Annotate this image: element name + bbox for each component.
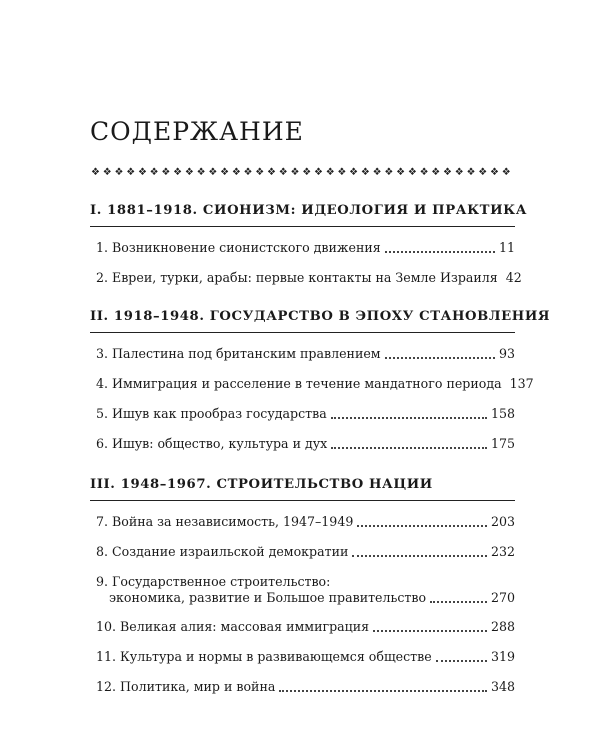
ornament-glyph-icon: ❖	[443, 167, 452, 178]
ornament-glyph-icon: ❖	[360, 167, 370, 178]
ornament-glyph-icon: ❖	[384, 167, 394, 178]
ornament-glyph-icon: ❖	[290, 167, 300, 178]
entry-title: 10. Великая алия: массовая иммиграция	[96, 619, 370, 634]
ornament-glyph-icon: ❖	[337, 167, 347, 178]
ornament-glyph-icon: ❖	[137, 167, 147, 178]
page-title: СОДЕРЖАНИЕ	[90, 117, 304, 146]
dot-leader	[373, 630, 487, 632]
page-number: 42	[505, 270, 522, 285]
ornament-glyph-icon: ❖	[407, 167, 417, 178]
entry-title: 11. Культура и нормы в развивающемся обществе	[96, 649, 432, 664]
page-number: 158	[490, 406, 515, 421]
dot-leader	[436, 660, 487, 662]
ornament-glyph-icon: ❖	[102, 167, 112, 178]
dot-leader	[279, 690, 487, 692]
toc-entry[interactable]	[90, 376, 534, 392]
toc-entry[interactable]	[90, 649, 515, 665]
entry-title: 6. Ишув: общество, культура и дух	[96, 436, 328, 451]
dot-leader	[331, 447, 487, 449]
toc-entry[interactable]	[90, 406, 515, 422]
ornament-glyph-icon: ❖	[349, 167, 359, 178]
ornament-glyph-icon: ❖	[91, 167, 100, 178]
page-number: 319	[490, 649, 515, 664]
ornament-glyph-icon: ❖	[501, 167, 511, 178]
toc-entry[interactable]	[90, 544, 515, 560]
dot-leader	[357, 525, 487, 527]
entry-title: 2. Евреи, турки, арабы: первые контакты на Земле Израиля	[96, 270, 498, 285]
entry-title: 7. Война за независимость, 1947–1949	[96, 514, 354, 529]
ornament-glyph-icon: ❖	[454, 167, 464, 178]
ornament-glyph-icon: ❖	[489, 167, 499, 178]
ornament-glyph-icon: ❖	[126, 167, 136, 178]
page-number: 11	[498, 240, 515, 255]
ornament-glyph-icon: ❖	[184, 167, 194, 178]
part-3	[90, 477, 515, 695]
dot-leader	[385, 251, 495, 253]
entry-title: 1. Возникновение сионистского движения	[96, 240, 381, 255]
ornament-glyph-icon: ❖	[267, 167, 276, 178]
ornament-glyph-icon: ❖	[243, 167, 253, 178]
dot-leader	[385, 357, 495, 359]
ornament-glyph-icon: ❖	[431, 167, 441, 178]
ornament-glyph-icon: ❖	[419, 167, 429, 178]
ornament-glyph-icon: ❖	[149, 167, 159, 178]
ornament-glyph-icon: ❖	[325, 167, 335, 178]
page-number: 232	[490, 544, 515, 559]
entry-title: 5. Ишув как прообраз государства	[96, 406, 327, 421]
part-heading: II. 1918–1948. ГОСУДАРСТВО В ЭПОХУ СТАНОВЛЕНИЯ	[90, 309, 551, 324]
toc-entry[interactable]	[90, 270, 522, 286]
ornament-glyph-icon: ❖	[396, 167, 406, 178]
page-number: 288	[490, 619, 515, 634]
entry-title: 3. Палестина под британским правлением	[96, 346, 381, 361]
part-heading: III. 1948–1967. СТРОИТЕЛЬСТВО НАЦИИ	[90, 477, 433, 492]
ornament-glyph-icon: ❖	[313, 167, 323, 178]
ornament-glyph-icon: ❖	[466, 167, 476, 178]
dot-leader	[430, 601, 487, 603]
ornament-glyph-icon: ❖	[161, 167, 171, 178]
ornament-glyph-icon: ❖	[478, 167, 488, 178]
part-heading: I. 1881–1918. СИОНИЗМ: ИДЕОЛОГИЯ И ПРАКТИКА	[90, 203, 528, 218]
ornament-divider	[91, 167, 511, 179]
page-number: 203	[490, 514, 515, 529]
ornament-glyph-icon: ❖	[220, 167, 230, 178]
page-number: 348	[490, 679, 515, 694]
dot-leader	[352, 555, 487, 557]
entry-title: 12. Политика, мир и война	[96, 679, 276, 694]
toc-entry[interactable]	[90, 514, 515, 530]
ornament-glyph-icon: ❖	[302, 167, 312, 178]
ornament-glyph-icon: ❖	[372, 167, 382, 178]
toc-entry[interactable]	[90, 679, 515, 695]
toc-entry-multiline[interactable]	[90, 574, 515, 606]
ornament-glyph-icon: ❖	[196, 167, 206, 178]
entry-title-line-2: экономика, развитие и Большое правительство	[109, 590, 427, 605]
ornament-glyph-icon: ❖	[255, 167, 265, 178]
ornament-glyph-icon: ❖	[278, 167, 288, 178]
ornament-glyph-icon: ❖	[231, 167, 241, 178]
toc-entry[interactable]	[90, 240, 515, 256]
ornament-glyph-icon: ❖	[173, 167, 183, 178]
toc-entry[interactable]	[90, 346, 515, 362]
page-number: 175	[490, 436, 515, 451]
toc-entry[interactable]	[90, 619, 515, 635]
entry-title: 4. Иммиграция и расселение в течение мандатного периода	[96, 376, 502, 391]
ornament-glyph-icon: ❖	[114, 167, 124, 178]
entry-title: 8. Создание израильской демократии	[96, 544, 349, 559]
page-number: 270	[490, 590, 515, 605]
entry-title-line-1: 9. Государственное строительство:	[96, 574, 331, 589]
page-number: 137	[509, 376, 534, 391]
part-1	[90, 203, 528, 286]
part-2	[90, 309, 551, 452]
ornament-glyph-icon: ❖	[208, 167, 218, 178]
page-number: 93	[498, 346, 515, 361]
dot-leader	[331, 417, 487, 419]
toc-entry[interactable]	[90, 436, 515, 452]
